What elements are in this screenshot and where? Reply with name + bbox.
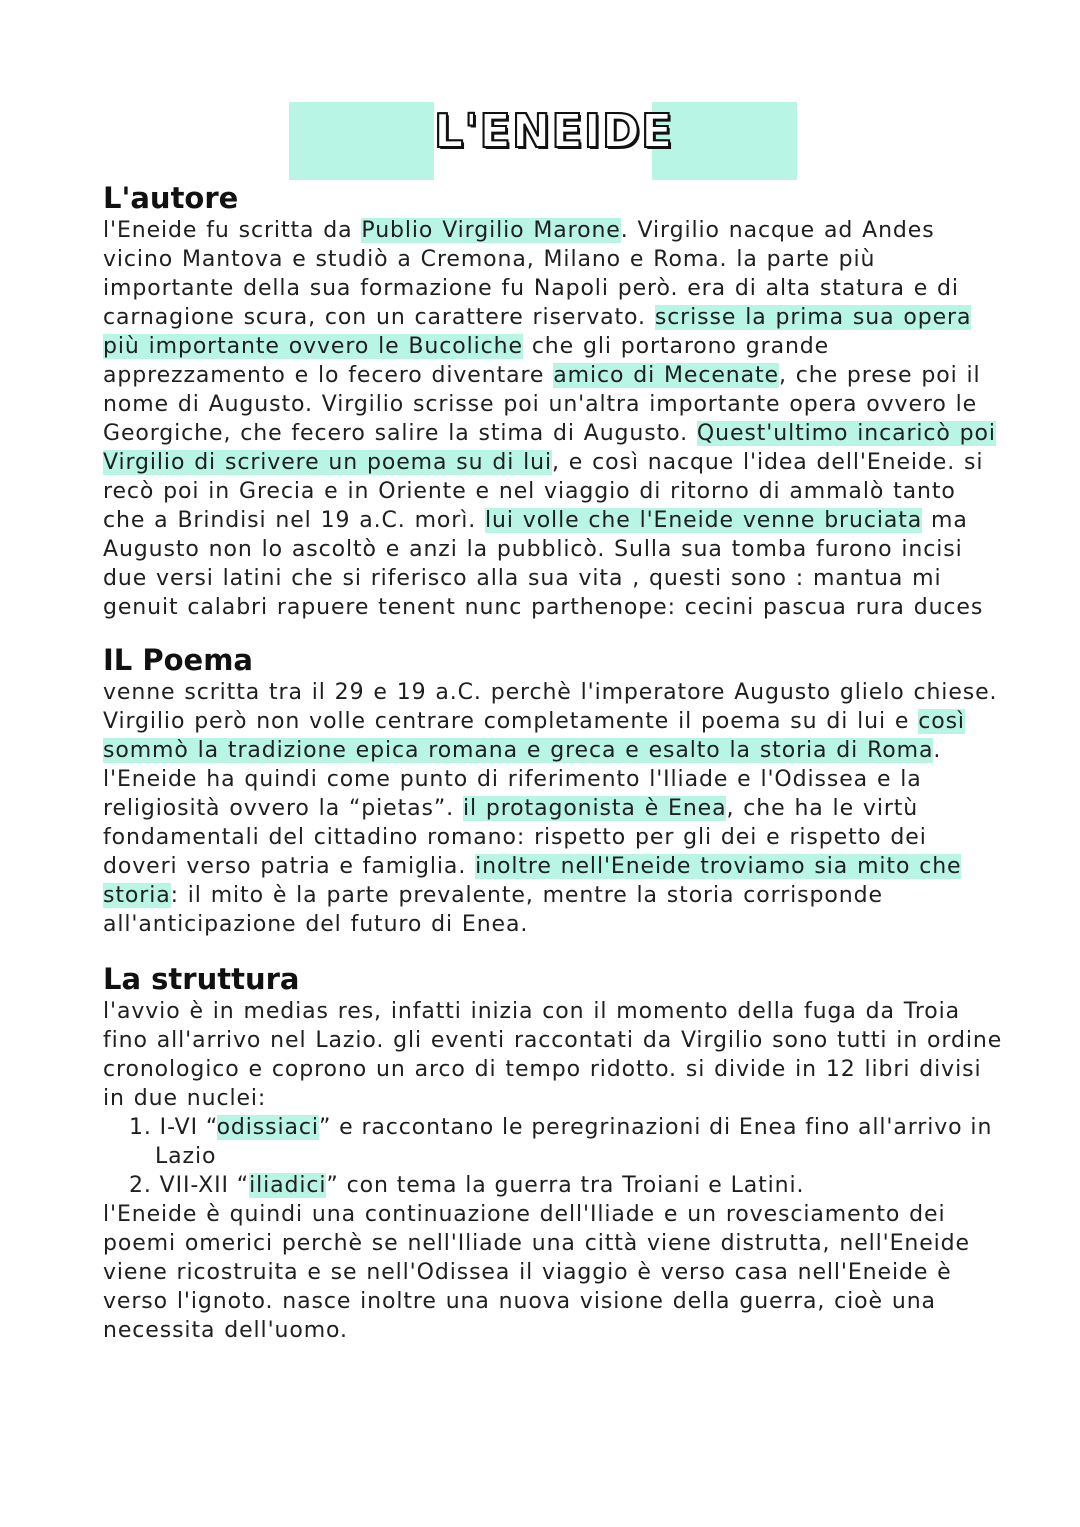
section-autore	[103, 180, 1003, 622]
text-run: l'avvio è in medias res, infatti inizia con il momento della fuga da Troia fino all'arrivo nel Lazio. gli eventi raccontati da Virgilio sono tutti in ordine cronologico e coprono un arco di tempo ridotto. si divide in 12 libri divisi in due nuclei:	[103, 999, 1003, 1111]
list-item	[103, 1171, 1003, 1200]
section-struttura	[103, 961, 1003, 1345]
document-body	[103, 180, 1003, 1345]
highlighted-text: così sommò la tradizione epica romana e greca e esalto la storia di Roma	[103, 709, 965, 763]
highlighted-text: lui volle che l'Eneide venne bruciata	[485, 508, 923, 533]
section-paragraph	[103, 997, 1003, 1113]
highlighted-text: iliadici	[249, 1173, 327, 1198]
section-heading: L'autore	[103, 181, 239, 215]
highlighted-text: inoltre nell'Eneide troviamo sia mito che storia	[103, 854, 962, 908]
text-run: . Virgilio nacque ad Andes vicino Mantova e studiò a Cremona, Milano e Roma. la parte più importante della sua formazione fu Napoli però. era di alta statura e di carnagione scura, con un carattere riservato.	[103, 218, 959, 330]
text-run: 1. I-VI “	[129, 1115, 217, 1140]
section-paragraph	[103, 216, 1003, 622]
section-poema	[103, 642, 1003, 939]
book-list	[103, 1113, 1003, 1200]
highlighted-text: Quest'ultimo incaricò poi Virgilio di scrivere un poema su di lui	[103, 421, 996, 475]
text-run: 2. VII-XII “	[129, 1173, 250, 1198]
text-run: . l'Eneide ha quindi come punto di riferimento l'Iliade e l'Odissea e la religiosità ovvero la “pietas”.	[103, 738, 942, 821]
highlighted-text: odissiaci	[216, 1115, 319, 1140]
text-run: ” e raccontano le peregrinazioni di Enea fino all'arrivo in Lazio	[155, 1115, 993, 1169]
list-item	[103, 1113, 1003, 1171]
page-title: L'ENEIDE	[434, 104, 674, 158]
highlighted-text: amico di Mecenate	[553, 363, 779, 388]
highlighted-text: Publio Virgilio Marone	[361, 218, 621, 243]
text-run: , che ha le virtù fondamentali del cittadino romano: rispetto per gli dei e rispetto dei doveri verso patria e famiglia.	[103, 796, 927, 879]
text-run: : il mito è la parte prevalente, mentre la storia corrisponde all'anticipazione del futuro di Enea.	[103, 883, 883, 937]
text-run: l'Eneide fu scritta da	[103, 218, 362, 243]
highlighted-text: il protagonista è Enea	[462, 796, 727, 821]
highlighted-text: scrisse la prima sua opera più importante ovvero le Bucoliche	[103, 305, 972, 359]
text-run: venne scritta tra il 29 e 19 a.C. perchè l'imperatore Augusto glielo chiese. Virgilio però non volle centrare completamente il poema su di lui e	[103, 680, 998, 734]
text-run: ma Augusto non lo ascoltò e anzi la pubblicò. Sulla sua tomba furono incisi due versi latini che si riferisco alla sua vita , questi sono : mantua mi genuit calabri rapuere tenent nunc parthenope: cecini pascua rura duces	[103, 508, 984, 620]
closing-paragraph: l'Eneide è quindi una continuazione dell'Iliade e un rovesciamento dei poemi omerici perchè se nell'Iliade una città viene distrutta, nell'Eneide viene ricostruita e se nell'Odissea il viaggio è verso casa nell'Eneide è verso l'ignoto. nasce inoltre una nuova visione della guerra, cioè una necessita dell'uomo.	[103, 1202, 970, 1343]
text-run: che gli portarono grande apprezzamento e lo fecero diventare	[103, 334, 830, 388]
section-heading: IL Poema	[103, 643, 253, 677]
section-paragraph	[103, 678, 1003, 939]
text-run: ” con tema la guerra tra Troiani e Latini.	[326, 1173, 805, 1198]
section-heading: La struttura	[103, 962, 300, 996]
text-run: , che prese poi il nome di Augusto. Virgilio scrisse poi un'altra importante opera ovvero le Georgiche, che fecero salire la stima di Augusto.	[103, 363, 981, 446]
text-run: , e così nacque l'idea dell'Eneide. si recò poi in Grecia e in Oriente e nel viaggio di ritorno di ammalò tanto che a Brindisi nel 19 a.C. morì.	[103, 450, 984, 533]
